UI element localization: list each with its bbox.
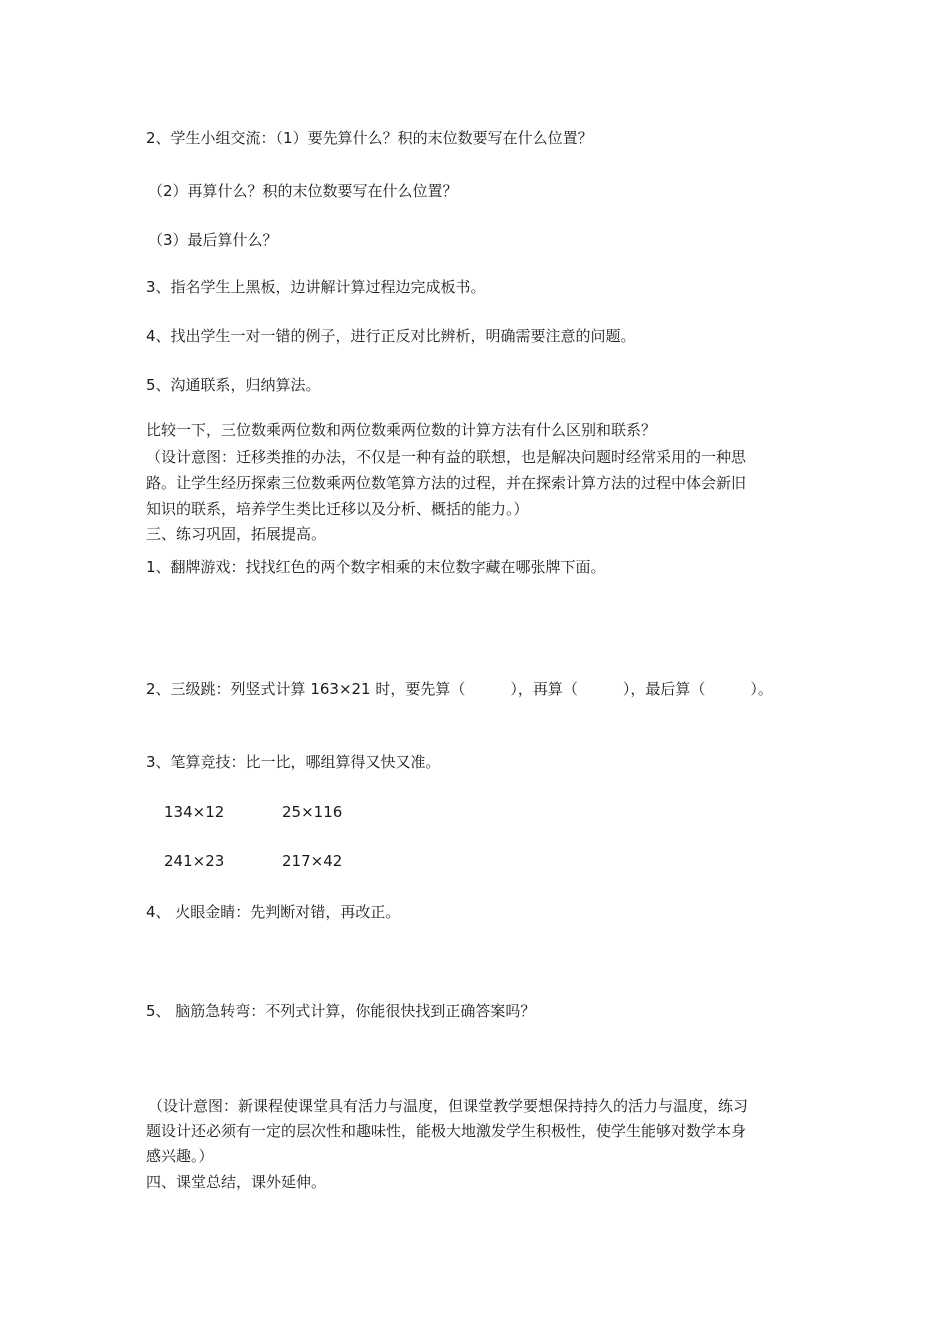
question-2: （2）再算什么？积的末位数要写在什么位置？ — [148, 182, 458, 200]
section-3-heading: 三、练习巩固，拓展提高。 — [146, 525, 327, 543]
calc-item: 241×23 — [164, 852, 225, 870]
calc-item: 25×116 — [282, 803, 343, 821]
step-4-comparison: 4、找出学生一对一错的例子，进行正反对比辨析，明确需要注意的问题。 — [146, 327, 636, 345]
exercise-1-card-game: 1、翻牌游戏：找找红色的两个数字相乘的末位数字藏在哪张牌下面。 — [146, 558, 606, 576]
design-intent-2-line-1: （设计意图：新课程使课堂具有活力与温度，但课堂教学要想保持持久的活力与温度，练习 — [148, 1097, 749, 1115]
compare-question: 比较一下，三位数乘两位数和两位数乘两位数的计算方法有什么区别和联系？ — [146, 421, 657, 439]
step-2-group-discussion: 2、学生小组交流：（1）要先算什么？积的末位数要写在什么位置？ — [146, 129, 593, 147]
step-5-summary: 5、沟通联系，归纳算法。 — [146, 376, 321, 394]
exercise-2-triple-jump: 2、三级跳：列竖式计算 163×21 时，要先算（ ），再算（ ），最后算（ ）。 — [146, 680, 773, 698]
section-4-heading: 四、课堂总结，课外延伸。 — [146, 1173, 327, 1191]
design-intent-2-line-2: 题设计还必须有一定的层次性和趣味性，能极大地激发学生积极性，使学生能够对数学本身 — [146, 1122, 747, 1140]
question-3: （3）最后算什么？ — [148, 231, 278, 249]
exercise-3-written-calc: 3、笔算竞技：比一比，哪组算得又快又准。 — [146, 753, 441, 771]
calc-item: 134×12 — [164, 803, 225, 821]
exercise-5-brain-teaser: 5、 脑筋急转弯：不列式计算，你能很快找到正确答案吗？ — [146, 1002, 536, 1020]
design-intent-1-line-1: （设计意图：迁移类推的办法，不仅是一种有益的联想，也是解决问题时经常采用的一种思 — [146, 448, 747, 466]
exercise-4-sharp-eyes: 4、 火眼金睛：先判断对错，再改正。 — [146, 903, 401, 921]
design-intent-1-line-2: 路。让学生经历探索三位数乘两位数笔算方法的过程，并在探索计算方法的过程中体会新旧 — [146, 474, 747, 492]
calc-item: 217×42 — [282, 852, 343, 870]
design-intent-1-line-3: 知识的联系，培养学生类比迁移以及分析、概括的能力。） — [146, 500, 529, 518]
step-3-blackboard: 3、指名学生上黑板，边讲解计算过程边完成板书。 — [146, 278, 486, 296]
design-intent-2-line-3: 感兴趣。） — [146, 1147, 214, 1165]
